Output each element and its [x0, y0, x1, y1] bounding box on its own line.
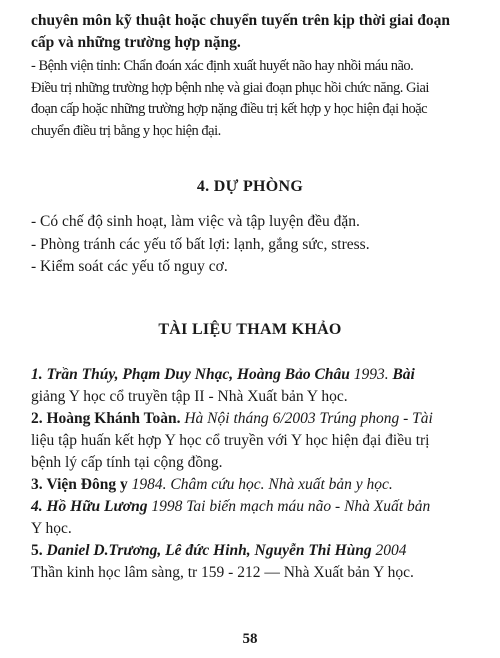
section-heading-prevention: 4. DỰ PHÒNG [196, 178, 304, 195]
reference-item [31, 496, 476, 518]
reference-authors: Daniel D.Trương, Lê đức Hinh, Nguyễn Thi Hùng [46, 542, 372, 559]
reference-authors: Hồ Hữu Lương [46, 498, 148, 515]
reference-list [31, 364, 476, 584]
reference-title: Tai biến mạch máu não - Nhà Xuất bản [186, 498, 431, 515]
prevention-list [31, 211, 476, 279]
reference-title: Châm cứu học. Nhà xuất bản y học. [170, 476, 393, 493]
reference-authors: Hoàng Khánh Toàn. [46, 410, 181, 427]
text-line: đoạn cấp hoặc những trường hợp nặng điều trị kết hợp y học hiện đại hoặc [31, 101, 428, 117]
provincial-hospital-paragraph [31, 56, 476, 142]
page-number: 58 [242, 631, 258, 647]
list-item: - Phòng tránh các yếu tố bất lợi: lạnh, gắng sức, stress. [31, 235, 370, 253]
reference-number: 2. [31, 410, 43, 427]
reference-number: 3. [31, 476, 43, 493]
reference-item [31, 408, 476, 430]
reference-continuation: Y học. [31, 520, 72, 537]
text-line: chuyên môn kỹ thuật hoặc chuyển tuyến trên kịp thời giai đoạn [31, 12, 450, 29]
list-item: - Có chế độ sinh hoạt, làm việc và tập luyện đều đặn. [31, 213, 360, 230]
reference-authors: Viện Đông y [46, 476, 128, 493]
reference-authors: Trần Thúy, Phạm Duy Nhạc, Hoàng Bảo Châu [46, 366, 350, 383]
reference-year: 1984. [131, 476, 167, 493]
reference-year: 1993. [353, 366, 389, 383]
text-line: cấp và những trường hợp nặng. [31, 34, 241, 51]
text-line: - Bệnh viện tỉnh: Chẩn đoán xác định xuất huyết não hay nhồi máu não. [31, 58, 414, 74]
reference-item [31, 364, 476, 386]
reference-continuation: bệnh lý cấp tính tại cộng đồng. [31, 454, 223, 471]
text-line: Điều trị những trường hợp bệnh nhẹ và giai đoạn phục hồi chức năng. Giai [31, 79, 429, 96]
reference-continuation: Thần kinh học lâm sàng, tr 159 - 212 — Nhà Xuất bản Y học. [31, 564, 414, 581]
reference-continuation: giảng Y học cổ truyền tập II - Nhà Xuất bản Y học. [31, 388, 348, 405]
section-heading-references: TÀI LIỆU THAM KHẢO [158, 321, 342, 338]
reference-item [31, 540, 476, 562]
reference-continuation: liệu tập huấn kết hợp Y học cổ truyền với Y học hiện đại điều trị [31, 432, 430, 449]
list-item: - Kiểm soát các yếu tố nguy cơ. [31, 258, 228, 275]
reference-number: 5. [31, 542, 43, 559]
text-line: chuyển điều trị bằng y học hiện đại. [31, 122, 221, 139]
reference-item [31, 474, 476, 496]
continuation-paragraph [31, 10, 476, 54]
reference-title: Hà Nội tháng 6/2003 Trúng phong - Tài [184, 410, 433, 427]
reference-number: 4. [31, 498, 43, 515]
reference-year: 1998 [151, 498, 183, 515]
reference-number: 1. [31, 366, 43, 383]
reference-year: 2004 [375, 542, 407, 559]
reference-title: Bài [392, 366, 415, 383]
